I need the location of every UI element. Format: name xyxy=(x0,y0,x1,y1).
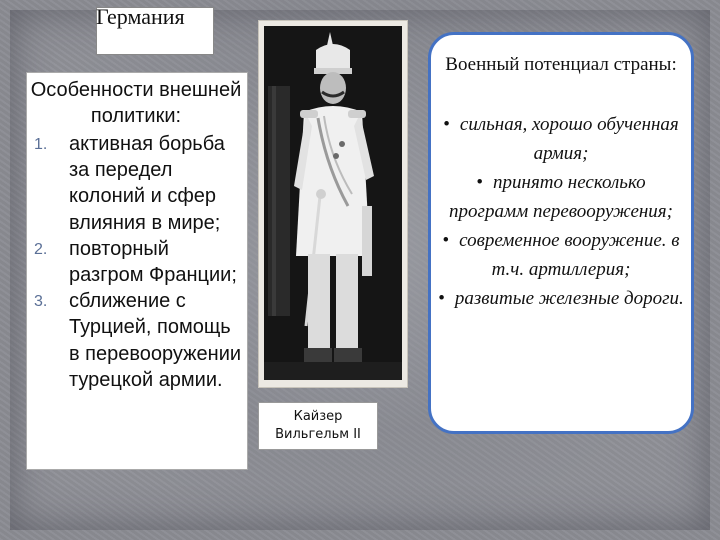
list-number: 3. xyxy=(34,293,48,311)
list-item-text: современное вооружение. в т.ч. артиллерия; xyxy=(459,230,680,280)
list-number: 1. xyxy=(34,136,48,153)
list-item xyxy=(34,288,246,393)
foreign-policy-list xyxy=(34,131,246,393)
bullet-icon: • xyxy=(443,114,450,135)
list-item xyxy=(438,284,684,313)
list-item xyxy=(34,131,246,236)
list-item xyxy=(438,226,684,284)
list-item-text: сильная, хорошо обученная армия; xyxy=(459,114,679,164)
list-item-text: активная борьба за передел колоний и сфер влияния в мире; xyxy=(69,133,225,234)
list-item xyxy=(34,236,246,288)
list-item xyxy=(438,110,684,168)
bullet-icon: • xyxy=(442,230,450,251)
slide-title: Германия xyxy=(96,4,185,29)
caption-line-1: Кайзер xyxy=(293,409,343,424)
bullet-icon: • xyxy=(476,172,484,193)
portrait-illustration xyxy=(264,26,402,380)
military-potential-heading: Военный потенциал страны: xyxy=(445,54,677,75)
foreign-policy-heading: Особенности внешней политики: xyxy=(30,79,242,127)
list-number: 2. xyxy=(34,240,48,258)
list-item-text: принято несколько программ перевооружения; xyxy=(449,172,673,222)
list-item xyxy=(438,168,684,226)
list-item-text: сближение с Турцией, помощь в перевооружении турецкой армии. xyxy=(69,290,242,391)
caption-line-2: Вильгельм II xyxy=(275,427,361,442)
list-item-text: повторный разгром Франции; xyxy=(69,237,237,287)
bullet-icon: • xyxy=(438,288,445,309)
list-item-text: развитые железные дороги. xyxy=(454,288,684,309)
photo-caption xyxy=(258,402,378,450)
kaiser-portrait-photo xyxy=(264,26,402,380)
military-potential-list xyxy=(438,110,684,313)
